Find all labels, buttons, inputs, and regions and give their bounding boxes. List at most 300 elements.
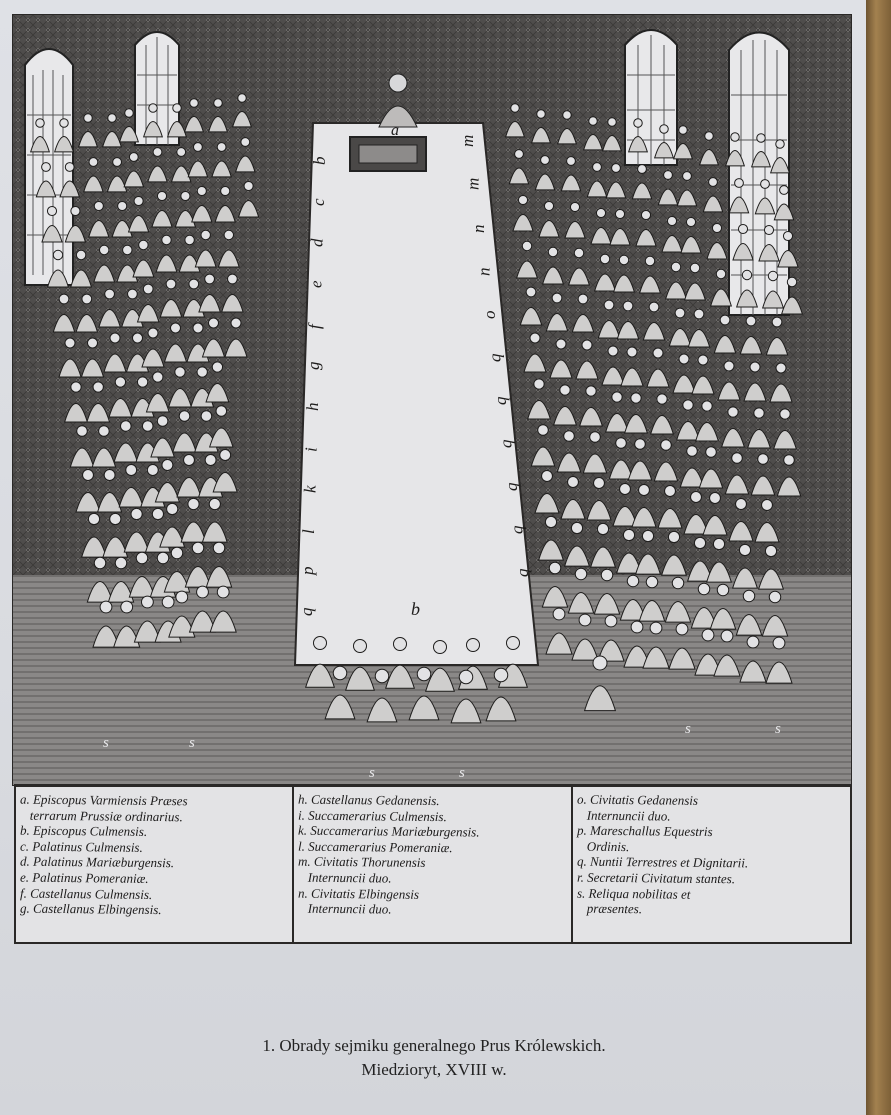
figure-head [615,209,624,218]
figure-head [185,235,194,244]
figure-head [579,614,591,626]
figure-head [672,577,684,589]
floor-letter: s [103,735,109,751]
figure-head [742,270,751,279]
figure-head [582,340,592,350]
figure-head [776,140,785,149]
legend-entry: terrarum Prussiæ ordinarius. [19,807,183,824]
legend-entry: k. Succamerarius Mariæburgensis. [297,822,480,840]
legend-entry: c. Palatinus Culmensis. [19,838,143,855]
figure-head [645,256,654,265]
figure-head [746,316,756,326]
figure-head [635,439,646,450]
floor-letter: s [685,721,691,737]
figure-head [769,591,781,603]
legend-entry: Ordinis. [576,838,630,854]
figure-head [157,191,166,200]
figure-head [694,309,704,319]
figure-head [394,638,407,651]
figure-head [650,622,662,634]
figure-head [205,274,215,284]
figure-head [691,492,702,503]
figure-caption: 1. Obrady sejmiku generalnego Prus Królewskich. [262,1036,606,1055]
aisle-letter: g [304,361,323,370]
figure-head [216,406,227,417]
figure-head [575,568,587,580]
figure-head [113,158,122,167]
figure-head [125,109,134,118]
aisle-letter: i [301,447,321,452]
figure-head [568,477,579,488]
figure-head [709,178,718,187]
legend-column-2 [292,787,571,942]
figure-head [167,503,178,514]
figure-head [780,409,790,419]
figure-head [84,114,93,123]
figure-head [238,94,247,103]
figure-head [679,354,689,364]
aisle-letter: q [507,525,527,534]
figure-head [171,323,181,333]
legend-entry: præsentes. [576,900,643,917]
figure-caption-subtitle: Miedzioryt, XVIII w. [361,1060,507,1079]
figure-head [544,201,553,210]
figure-head [173,104,182,113]
figure-head [110,513,121,524]
figure-head [705,132,714,141]
figure-head [578,294,588,304]
figure-head [224,230,233,239]
figure-head [686,217,695,226]
figure-head [608,346,618,356]
figure-head [571,522,582,533]
legend-entry: g. Castellanus Elbingensis. [19,900,162,918]
figure-head [76,250,85,259]
figure-head [108,114,117,123]
figure-head [190,99,199,108]
aisle-letter: h [302,402,322,411]
figure-head [157,552,169,564]
aisle-letter: q [513,568,532,577]
wooden-desk-edge [866,0,891,1115]
legend-table [14,784,852,944]
figure-head [93,382,103,392]
legend-entry: Internuncii duo. [297,900,392,917]
window-right-2 [729,33,789,316]
figure-head [88,513,99,524]
figure-head [687,446,698,457]
figure-head [736,499,747,510]
figure-head [459,670,473,684]
figure-head [244,181,253,190]
figure-head [773,637,785,649]
engraving-plate [12,14,852,786]
figure-head [179,411,190,422]
figure-head [758,454,769,465]
figure-head [612,392,622,402]
figure-head [333,666,347,680]
figure-head [631,393,641,403]
figure-head [750,362,760,372]
legend-entry: e. Palatinus Pomeraniæ. [19,869,149,886]
figure-head [89,158,98,167]
legend-entry: l. Succamerarius Pomeraniæ. [297,838,453,855]
figure-head [152,508,163,519]
figure-head [522,241,531,250]
figure-head [131,508,142,519]
figure-head [77,426,88,437]
figure-head [702,629,714,641]
aisle-letter: q [485,353,505,362]
figure-head [619,255,628,264]
figure-head [71,382,81,392]
legend-entry: d. Palatinus Mariæburgensis. [19,853,175,871]
figure-head [212,362,222,372]
figure-head [530,333,540,343]
figure-head [417,667,431,681]
figure-head [53,250,62,259]
figure-head [121,421,132,432]
figure-head [623,529,634,540]
figure-head [157,416,168,427]
figure-head [42,163,51,172]
figure-head [162,596,174,608]
figure-head [217,143,226,152]
aisle-letter: p [298,566,317,575]
aisle-letter: m [463,177,483,190]
figure-head [115,557,127,569]
figure-head [664,171,673,180]
figure-head [213,542,225,554]
figure-head [526,287,536,297]
figure-head [105,289,115,299]
figure-head [586,386,596,396]
figure-head [133,333,143,343]
figure-head [646,576,658,588]
figure-head [563,111,572,120]
figure-head [217,586,229,598]
figure-head [231,318,241,328]
figure-head [712,223,721,232]
figure-head [518,195,527,204]
legend-entry: s. Reliqua nobilitas et [576,885,691,902]
figure-head [596,208,605,217]
aisle-letter: d [307,238,327,247]
figure-head [574,248,583,257]
figure-head [702,401,712,411]
figure-head [99,426,110,437]
figure-head [783,231,792,240]
figure-head [761,180,770,189]
figure-head [209,318,219,328]
figure-head [162,235,171,244]
figure-head [197,186,206,195]
legend-entry: o. Civitatis Gedanensis [576,791,699,808]
figure-head [593,656,607,670]
floor-letter: s [459,765,465,781]
figure-head [71,206,80,215]
figure-head [772,317,782,327]
aisle-letter: l [299,529,319,534]
figure-head [768,271,777,280]
figure-head [142,596,154,608]
figure-head [193,323,203,333]
figure-head [494,668,508,682]
figure-head [757,134,766,143]
figure-head [94,201,103,210]
figure-head [94,557,106,569]
figure-head [176,591,188,603]
figure-head [354,640,367,653]
figure-head [188,498,199,509]
figure-head [665,486,676,497]
figure-head [593,163,602,172]
aisle-letter-bottom: b [411,599,420,619]
figure-head [314,637,327,650]
legend-entry: i. Succamerarius Culmensis. [297,807,447,824]
figure-head [589,117,598,126]
aisle-letter: c [308,198,328,206]
figure-head [545,516,556,527]
figure-head [713,538,724,549]
figure-head [657,394,667,404]
figure-head [739,544,750,555]
figure-head [698,355,708,365]
figure-head [679,126,688,135]
legend-entry: f. Castellanus Culmensis. [19,885,153,902]
figure-head [627,575,639,587]
legend-entry: p. Mareschallus Equestris [576,822,713,840]
aisle-letter: q [491,396,510,405]
aisle-letter: b [310,156,329,165]
figure-head [110,333,120,343]
figure-head [608,118,617,127]
figure-head [47,206,56,215]
figure-head [538,425,549,436]
aisle-letter: q [496,439,516,448]
figure-head [653,348,663,358]
figure-head [784,455,795,466]
aisle-letter: f [305,324,325,329]
figure-head [36,119,45,128]
figure-head [620,484,631,495]
figure-head [507,637,520,650]
figure-head [534,379,544,389]
figure-head [201,411,212,422]
figure-head [776,363,786,373]
figure-head [60,119,69,128]
legend-entry: b. Episcopus Culmensis. [19,822,148,840]
figure-head [82,294,92,304]
figure-head [123,245,132,254]
figure-head [731,133,740,142]
figure-head [642,530,653,541]
floor-letter: s [775,721,781,737]
figure-head [189,279,199,289]
figure-head [661,440,672,451]
legend-entry: r. Secretarii Civitatum stantes. [576,869,736,887]
legend-column-3 [571,787,850,942]
figure-head [65,338,75,348]
figure-head [541,156,550,165]
legend-entry: m. Civitatis Thorunensis [297,853,426,871]
figure-head [166,279,176,289]
figure-head [548,247,557,256]
aisle-letter: m [458,134,477,147]
floor-letter: s [369,765,375,781]
aisle-letter: o [480,310,499,319]
figure-head [616,438,627,449]
figure-head [690,263,699,272]
figure-head [724,361,734,371]
figure-head [717,584,729,596]
figure-head [706,447,717,458]
figure-head [567,157,576,166]
figure-head [104,470,115,481]
figure-head [639,485,650,496]
figure-head [221,186,230,195]
figure-head [194,143,203,152]
figure-head [600,254,609,263]
figure-head [738,224,747,233]
figure-head [710,493,721,504]
figure-head [142,421,153,432]
figure-head [698,583,710,595]
figure-head [220,450,231,461]
figure-head [780,186,789,195]
figure-head [754,408,764,418]
figure-head [765,545,776,556]
figure-head [735,179,744,188]
figure-head [552,293,562,303]
figure-head [542,471,553,482]
figure-head [59,294,69,304]
figure-head [375,669,389,683]
figure-head [667,216,676,225]
figure-head [118,201,127,210]
aisle-letter: q [296,607,316,616]
figure-head [241,138,250,147]
figure-head [627,347,637,357]
legend-entry: q. Nuntii Terrestres et Dignitarii. [576,853,749,871]
figure-head [787,277,796,286]
figure-head [147,465,158,476]
aisle-letter: k [300,485,320,493]
figure-head [175,367,185,377]
figure-head [601,569,613,581]
engraving-illustration [13,15,851,785]
figure-head [181,191,190,200]
figure-head [205,455,216,466]
figure-head [537,110,546,119]
legend-column-1 [16,787,292,942]
figure-head [128,289,138,299]
figure-head [671,262,680,271]
figure-head [137,377,147,387]
figure-head [214,99,223,108]
figure-head [564,431,575,442]
figure-head [720,315,730,325]
figure-head [594,478,605,489]
figure-head [605,615,617,627]
figure-head [676,623,688,635]
figure-head [560,385,570,395]
figure-head [136,552,148,564]
figure-head [638,165,647,174]
figure-head [728,407,738,417]
figure-head [100,245,109,254]
figure-head [171,547,183,559]
figure-head [134,196,143,205]
figure-head [641,210,650,219]
figure-head [228,274,238,284]
figure-head [721,630,733,642]
figure-head [604,300,614,310]
figure-head [126,465,137,476]
figure-head [201,230,210,239]
legend-entry: Internuncii duo. [297,869,392,886]
figure-head [197,586,209,598]
figure-head [65,163,74,172]
figure-head [597,523,608,534]
figure-head [153,148,162,157]
legend-entry: n. Civitatis Elbingensis [297,885,420,902]
figure-head [184,455,195,466]
figure-head [631,621,643,633]
legend-entry: Internuncii duo. [576,807,671,824]
figure-head [115,377,125,387]
aisle-letter: q [502,482,521,491]
figure-head [668,531,679,542]
figure-head [143,284,153,294]
figure-head [83,470,94,481]
figure-head [623,301,633,311]
figure-head [764,225,773,234]
figure-head [100,601,112,613]
figure-head [467,639,480,652]
figure-head [660,125,669,134]
figure-head [149,104,158,113]
aisle-letter: n [474,267,494,276]
figure-head [511,104,520,113]
figure-head [743,590,755,602]
figure-head [434,641,447,654]
aisle-letter: e [306,280,326,288]
figure-head [162,460,173,471]
figure-head [762,500,773,511]
figure-head [553,608,565,620]
figure-head [683,400,693,410]
figure-head [694,537,705,548]
figure-head [121,601,133,613]
figure-head [747,636,759,648]
figure-head [177,148,186,157]
figure-head [590,432,601,443]
figure-head [153,372,163,382]
figure-head [129,153,138,162]
figure-head [675,308,685,318]
figure-head [209,498,220,509]
figure-head [88,338,98,348]
figure-head [556,339,566,349]
aisle-letter: n [469,224,488,233]
figure-head [570,202,579,211]
aisle-letter-top: a [391,122,399,139]
figure-head [683,172,692,181]
figure-head [139,240,148,249]
figure-head [148,328,158,338]
figure-head [732,453,743,464]
